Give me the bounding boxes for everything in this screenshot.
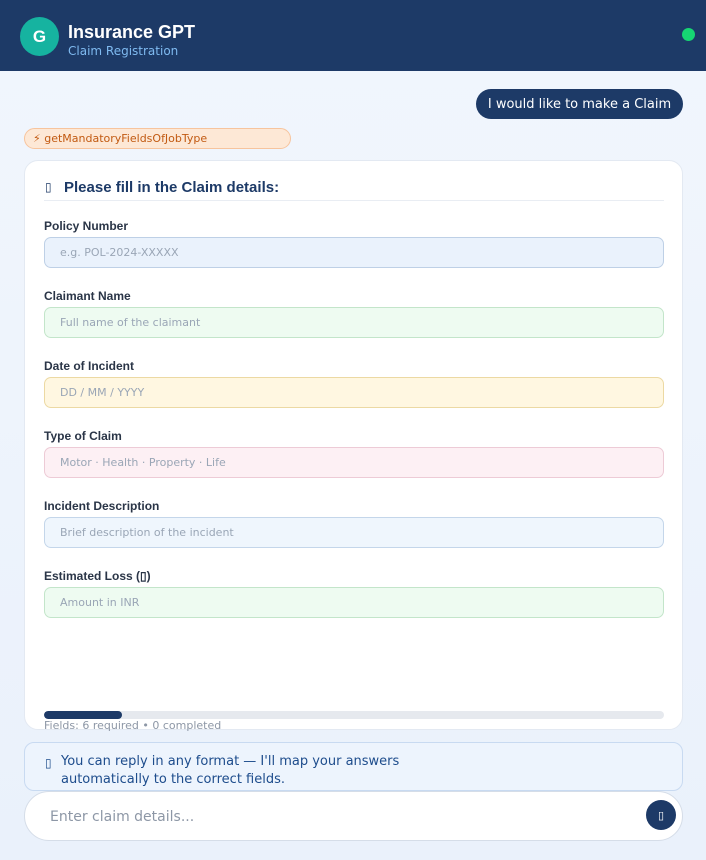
form-heading: Please fill in the Claim details: bbox=[64, 179, 280, 196]
form-progress-bar bbox=[44, 711, 664, 719]
claim-form-card bbox=[24, 160, 683, 730]
estimated-loss-label: Estimated Loss (▯) bbox=[44, 569, 151, 583]
type-of-claim-label: Type of Claim bbox=[44, 429, 122, 443]
chat-input-bar bbox=[24, 791, 683, 841]
heading-divider bbox=[44, 200, 664, 201]
info-icon: ▯ bbox=[45, 756, 52, 770]
send-icon: ▯ bbox=[657, 809, 665, 822]
app-header bbox=[0, 0, 706, 71]
form-progress-fill bbox=[44, 711, 122, 719]
form-progress-text: Fields: 6 required • 0 completed bbox=[44, 719, 222, 732]
avatar: G bbox=[20, 17, 59, 56]
incident-description-label: Incident Description bbox=[44, 499, 160, 513]
type-of-claim-input[interactable] bbox=[44, 447, 664, 478]
user-message-bubble: I would like to make a Claim bbox=[476, 89, 683, 119]
app-subtitle: Claim Registration bbox=[68, 44, 179, 58]
incident-description-input[interactable] bbox=[44, 517, 664, 548]
date-of-incident-label: Date of Incident bbox=[44, 359, 135, 373]
format-hint-text: You can reply in any format — I'll map your answers automatically to the correct fields. bbox=[61, 754, 400, 787]
claimant-name-label: Claimant Name bbox=[44, 289, 131, 303]
online-status-indicator bbox=[682, 28, 695, 41]
date-of-incident-input[interactable] bbox=[44, 377, 664, 408]
app-title: Insurance GPT bbox=[68, 22, 196, 42]
clipboard-icon: ▯ bbox=[45, 180, 52, 194]
policy-number-input[interactable] bbox=[44, 237, 664, 268]
send-button[interactable] bbox=[646, 800, 676, 830]
claim-details-input[interactable] bbox=[50, 806, 640, 828]
tool-call-chip: ⚡ getMandatoryFieldsOfJobType bbox=[24, 128, 291, 149]
claimant-name-input[interactable] bbox=[44, 307, 664, 338]
estimated-loss-input[interactable] bbox=[44, 587, 664, 618]
format-hint-box bbox=[24, 742, 683, 791]
policy-number-label: Policy Number bbox=[44, 219, 129, 233]
